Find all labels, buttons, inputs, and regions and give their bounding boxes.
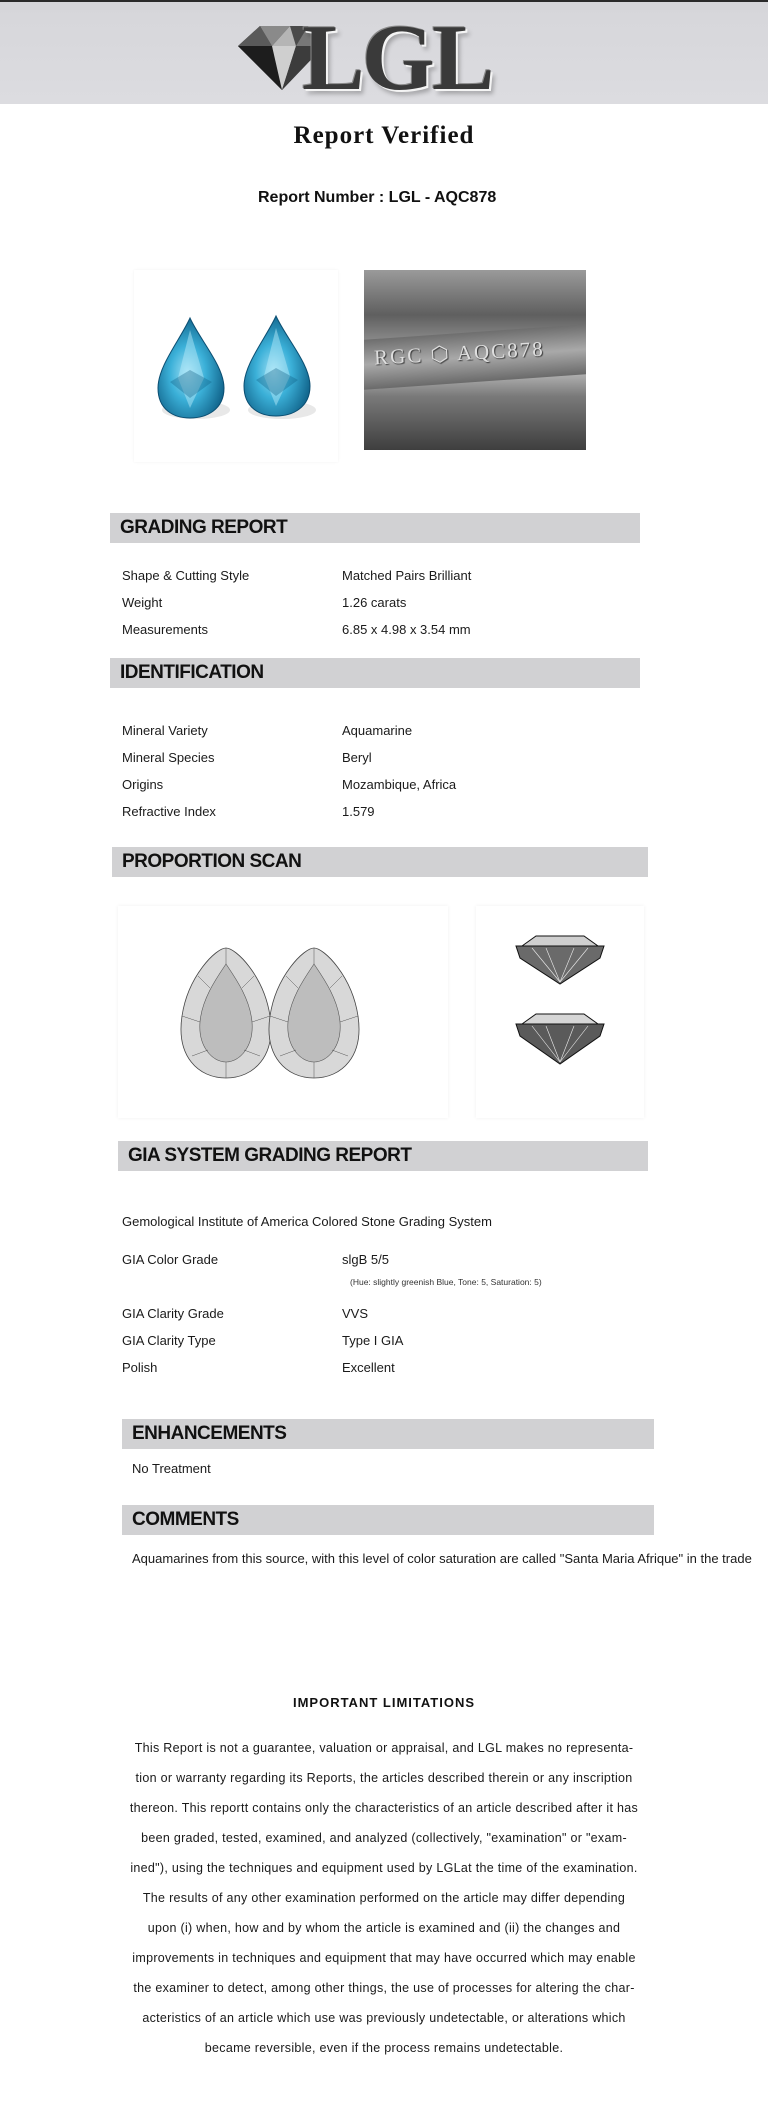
limitations-line: tion or warranty regarding its Reports, the articles described therein or any inscription bbox=[135, 1771, 633, 1785]
row-label: Weight bbox=[122, 595, 163, 610]
limitations-line: became reversible, even if the process remains undetectable. bbox=[204, 2041, 564, 2055]
identification-header: IDENTIFICATION bbox=[110, 658, 640, 688]
limitations-line: upon (i) when, how and by whom the article is examined and (ii) the changes and bbox=[147, 1921, 621, 1935]
row-label: Mineral Variety bbox=[122, 723, 208, 738]
limitations-line: This Report is not a guarantee, valuation or appraisal, and LGL makes no representa- bbox=[134, 1741, 634, 1755]
color-grade-note: (Hue: slightly greenish Blue, Tone: 5, Saturation: 5) bbox=[350, 1277, 542, 1287]
row-label: Measurements bbox=[122, 622, 208, 637]
limitations-line: been graded, tested, examined, and analyzed (collectively, "examination" or "exam- bbox=[141, 1831, 627, 1845]
comments-header: COMMENTS bbox=[122, 1505, 654, 1535]
grading-report-panel bbox=[110, 543, 640, 653]
site-header bbox=[0, 2, 768, 110]
gem-photo bbox=[134, 270, 338, 462]
row-value: Beryl bbox=[342, 750, 372, 765]
lgl-logo[interactable] bbox=[232, 6, 492, 110]
enhancements-header: ENHANCEMENTS bbox=[122, 1419, 654, 1449]
row-label: GIA Clarity Grade bbox=[122, 1306, 224, 1321]
row-label: Mineral Species bbox=[122, 750, 215, 765]
proportion-diagram bbox=[118, 906, 448, 1118]
proportion-scan-header: PROPORTION SCAN bbox=[112, 847, 648, 877]
row-value: Excellent bbox=[342, 1360, 395, 1375]
limitations-line: thereon. This reportt contains only the characteristics of an article described after it has bbox=[129, 1801, 639, 1815]
page-title: Report Verified bbox=[293, 122, 475, 149]
row-label: Shape & Cutting Style bbox=[122, 568, 250, 583]
facet-diagram bbox=[118, 906, 448, 1118]
gia-report-panel bbox=[110, 1171, 670, 1381]
report-number: Report Number : LGL - AQC878 bbox=[258, 189, 497, 206]
identification-panel bbox=[110, 688, 670, 818]
limitations-line: the examiner to detect, among other things, the use of processes for altering the char- bbox=[133, 1981, 635, 1995]
row-value: Type I GIA bbox=[342, 1333, 404, 1348]
grading-report-header: GRADING REPORT bbox=[110, 513, 640, 543]
row-label: Polish bbox=[122, 1360, 158, 1375]
limitations-line: The results of any other examination performed on the article may differ depending bbox=[142, 1891, 626, 1905]
row-value: slgB 5/5 bbox=[342, 1252, 389, 1267]
row-label: Origins bbox=[122, 777, 164, 792]
limitations-line: acteristics of an article which use was previously undetectable, or alterations which bbox=[142, 2011, 626, 2025]
profile-image bbox=[476, 906, 644, 1118]
limitations-title: IMPORTANT LIMITATIONS bbox=[292, 1695, 476, 1710]
inscription-text: RGC ⬡ AQC878 bbox=[373, 336, 546, 370]
row-value: Aquamarine bbox=[342, 723, 413, 738]
grading-system-name: Gemological Institute of America Colored Stone Grading System bbox=[122, 1214, 492, 1229]
row-label: GIA Clarity Type bbox=[122, 1333, 216, 1348]
row-value: 1.579 bbox=[342, 804, 375, 819]
row-value: Matched Pairs Brilliant bbox=[342, 568, 472, 583]
row-value: 1.26 carats bbox=[342, 595, 407, 610]
comments-text: Aquamarines from this source, with this level of color saturation are called "Santa Maria Afrique" in the trade bbox=[132, 1551, 752, 1566]
row-label: Refractive Index bbox=[122, 804, 216, 819]
enhancements-value: No Treatment bbox=[132, 1461, 211, 1476]
row-value: VVS bbox=[342, 1306, 369, 1321]
inscription-photo bbox=[364, 270, 586, 450]
logo-text: LGL bbox=[302, 6, 492, 110]
profile-view bbox=[476, 906, 644, 1118]
limitations-line: ined"), using the techniques and equipment used by LGLat the time of the examination. bbox=[130, 1861, 638, 1875]
limitations-line: improvements in techniques and equipment that may have occurred which may enable bbox=[132, 1951, 636, 1965]
row-label: GIA Color Grade bbox=[122, 1252, 219, 1267]
gem-photo-image bbox=[134, 270, 338, 462]
limitations-body bbox=[118, 1733, 650, 2063]
row-value: 6.85 x 4.98 x 3.54 mm bbox=[342, 622, 471, 637]
row-value: Mozambique, Africa bbox=[342, 777, 457, 792]
gia-report-header: GIA SYSTEM GRADING REPORT bbox=[118, 1141, 648, 1171]
